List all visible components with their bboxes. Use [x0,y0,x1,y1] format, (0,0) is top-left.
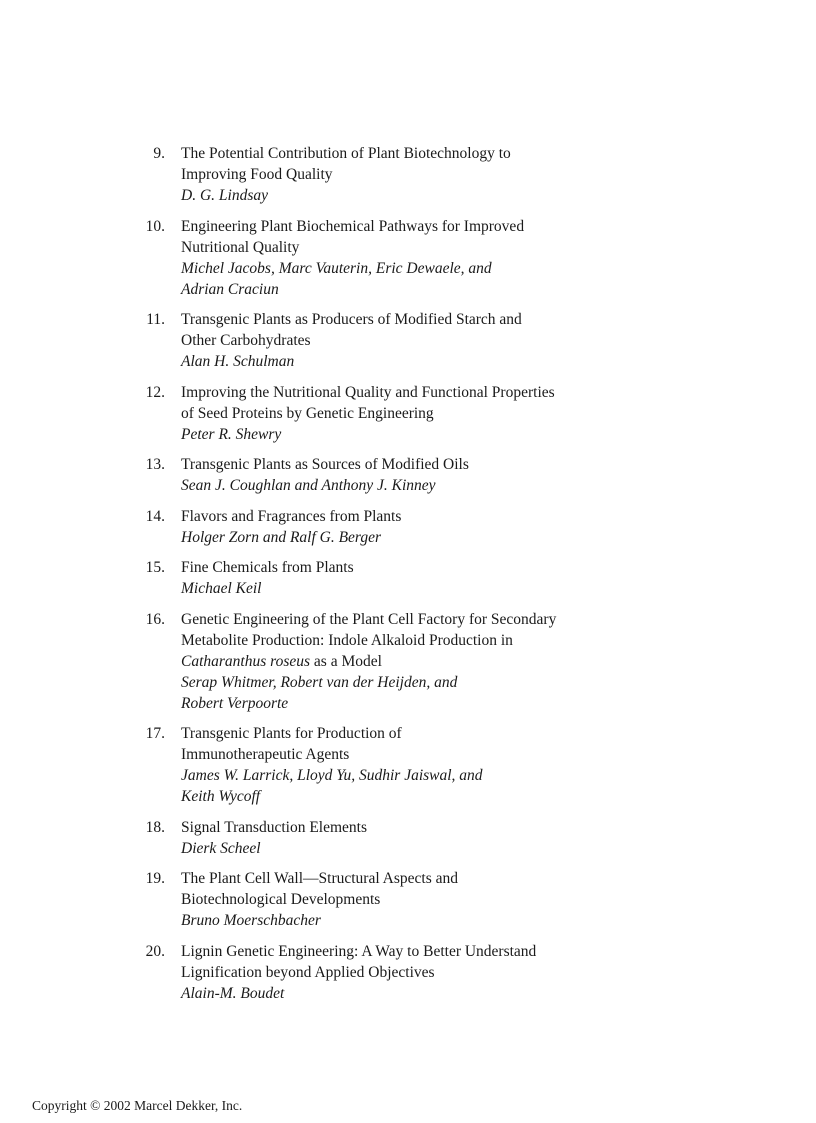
chapter-title: Transgenic Plants as Producers of Modified Starch and [181,311,522,328]
toc-entry [0,216,816,300]
chapter-authors: Alain-M. Boudet [181,984,285,1002]
chapter-title: Flavors and Fragrances from Plants [181,507,402,525]
copyright-notice: Copyright © 2002 Marcel Dekker, Inc. [32,1098,243,1113]
chapter-authors: Serap Whitmer, Robert van der Heijden, and [181,673,458,691]
chapter-authors: Sean J. Coughlan and Anthony J. Kinney [181,477,436,494]
chapter-body [181,454,651,496]
chapter-title: Immunotherapeutic Agents [181,746,350,763]
chapter-number: 15. [145,559,165,576]
chapter-title: Nutritional Quality [181,238,300,256]
chapter-number: 20. [145,942,165,960]
chapter-title: Other Carbohydrates [181,332,311,349]
chapter-number: 12. [145,383,165,401]
toc-entry [0,609,816,714]
toc-entry [0,309,816,372]
chapter-authors: Dierk Scheel [181,839,261,857]
species-name: Catharanthus roseus [181,652,311,670]
chapter-body [181,941,651,1004]
chapter-authors: Michael Keil [181,580,262,597]
toc-entry [0,506,816,548]
chapter-body [181,868,651,931]
toc-entry [0,817,816,859]
toc-entry [0,941,816,1004]
chapter-body [181,143,651,206]
chapter-title: Engineering Plant Biochemical Pathways for Improved [181,217,525,235]
chapter-title: Genetic Engineering of the Plant Cell Factory for Secondary [181,610,557,628]
chapter-authors: Alan H. Schulman [181,353,295,370]
chapter-number: 10. [145,217,165,235]
chapter-body [181,609,651,714]
toc-entry [0,868,816,931]
chapter-title: The Potential Contribution of Plant Biotechnology to [181,145,511,162]
chapter-authors: Robert Verpoorte [181,694,289,712]
chapter-title-rest: as a Model [310,652,382,670]
chapter-number: 18. [145,818,165,836]
chapter-number: 19. [145,870,165,887]
chapter-authors: James W. Larrick, Lloyd Yu, Sudhir Jaiswal, and [181,767,483,784]
chapter-number: 9. [153,145,165,162]
chapter-number: 13. [145,456,165,473]
chapter-authors: Michel Jacobs, Marc Vauterin, Eric Dewaele, and [181,259,492,277]
chapter-title: The Plant Cell Wall—Structural Aspects and [181,870,458,887]
chapter-number: 11. [146,311,165,328]
chapter-body [181,506,651,548]
table-of-contents [0,143,816,1013]
chapter-title: Metabolite Production: Indole Alkaloid Production in [181,631,513,649]
chapter-number: 16. [145,610,165,628]
chapter-title: of Seed Proteins by Genetic Engineering [181,404,434,422]
chapter-body [181,309,651,372]
chapter-title [181,651,651,672]
chapter-authors: Adrian Craciun [181,280,279,298]
chapter-title: Transgenic Plants as Sources of Modified Oils [181,456,469,473]
chapter-body [181,723,651,807]
chapter-body [181,382,651,445]
chapter-title: Transgenic Plants for Production of [181,725,402,742]
chapter-body [181,557,651,599]
toc-entry [0,143,816,206]
chapter-authors: Keith Wycoff [181,788,261,805]
toc-entry [0,454,816,496]
chapter-title: Improving the Nutritional Quality and Functional Properties [181,383,555,401]
chapter-body [181,817,651,859]
chapter-authors: Bruno Moerschbacher [181,912,321,929]
chapter-title: Improving Food Quality [181,166,333,183]
chapter-title: Signal Transduction Elements [181,818,367,836]
toc-entry [0,723,816,807]
chapter-title: Lignification beyond Applied Objectives [181,963,435,981]
chapter-authors: Peter R. Shewry [181,425,282,443]
toc-entry [0,382,816,445]
chapter-authors: D. G. Lindsay [181,187,268,204]
chapter-authors: Holger Zorn and Ralf G. Berger [181,528,382,546]
chapter-body [181,216,651,300]
chapter-number: 14. [145,507,165,525]
toc-entry [0,557,816,599]
chapter-number: 17. [145,725,165,742]
chapter-title: Lignin Genetic Engineering: A Way to Better Understand [181,942,537,960]
chapter-title: Biotechnological Developments [181,891,381,908]
chapter-title: Fine Chemicals from Plants [181,559,354,576]
